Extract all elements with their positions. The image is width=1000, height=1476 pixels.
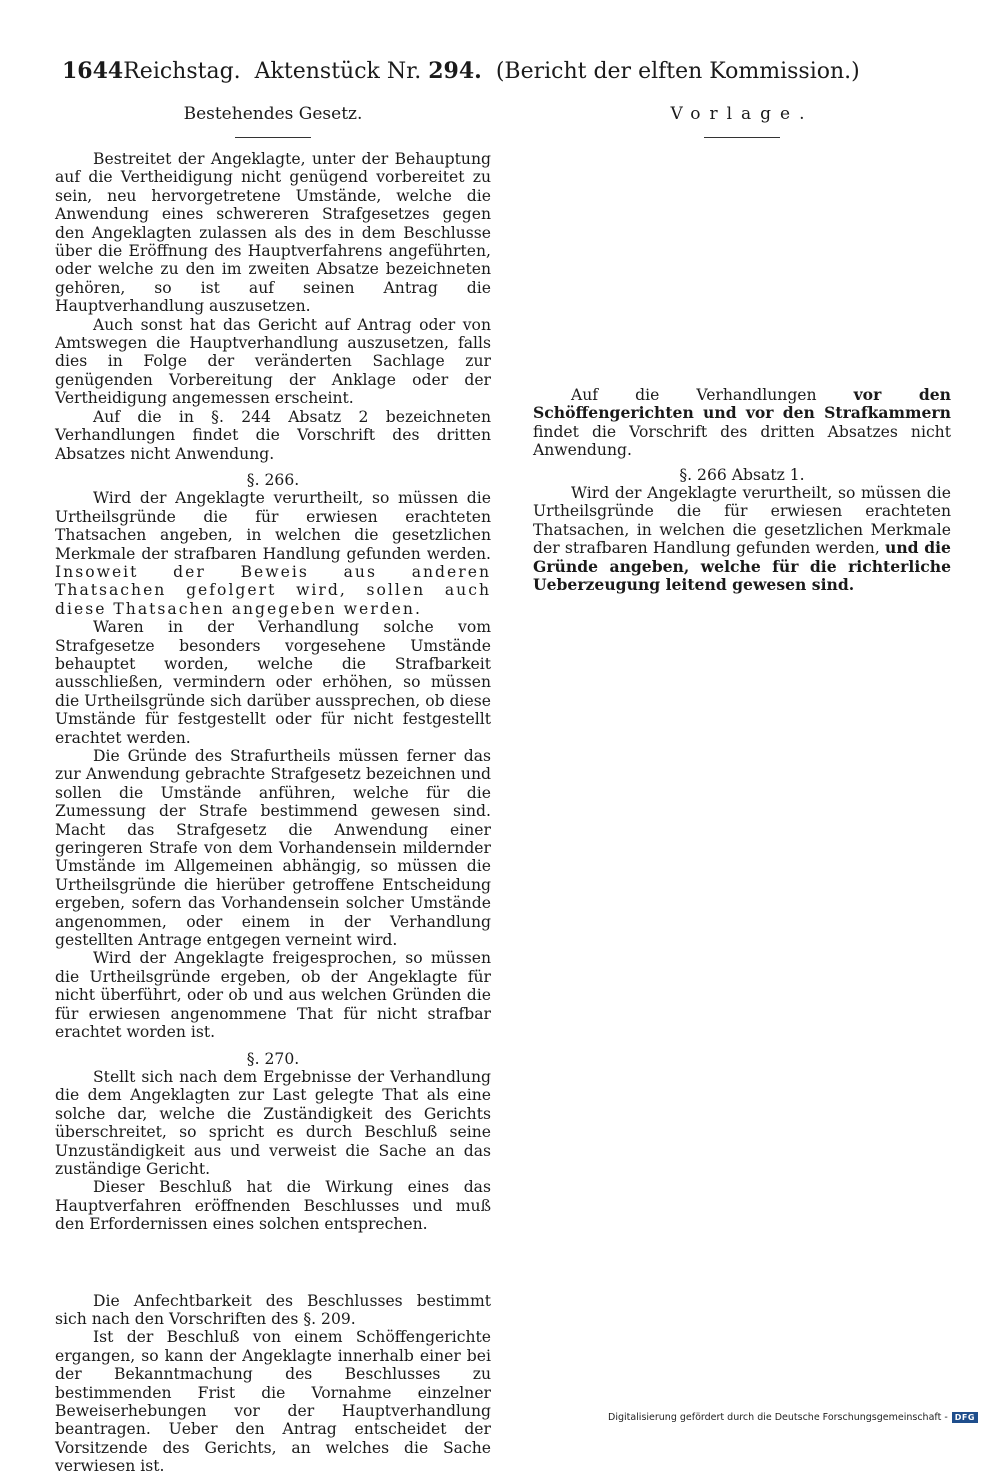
- paragraph: Die Anfechtbarkeit des Beschlusses bestimmt sich nach den Vorschriften des §. 209.: [55, 1291, 491, 1328]
- paragraph: Dieser Beschluß hat die Wirkung eines das Hauptverfahren eröffnenden Beschlusses und muß den Erfordernissen eines solchen entsprechen.: [55, 1178, 491, 1234]
- paragraph: Auf die Verhandlungen vor den Schöffengerichten und vor den Strafkammern findet die Vorschrift des dritten Absatzes nicht Anwendung.: [533, 385, 951, 460]
- paragraph: Stellt sich nach dem Ergebnisse der Verhandlung die dem Angeklagten zur Last gelegte That als eine solche dar, welche die Zuständigkeit des Gerichts überschreitet, so spricht es durch Beschluß seine Unzuständigkeit aus und verweist die Sache an das zuständige Gericht.: [55, 1067, 491, 1178]
- right-column-proposal: [533, 103, 951, 594]
- paragraph: Waren in der Verhandlung solche vom Strafgesetze besonders vorgesehene Umstände behauptet worden, welche die Strafbarkeit ausschließen, vermindern oder erhöhen, so müssen die Urtheilsgründe sich darüber aussprechen, ob diese Umstände für festgestellt oder für nicht festgestellt erachtet werden.: [55, 618, 491, 747]
- section-heading-266-absatz-1: §. 266 Absatz 1.: [679, 465, 805, 484]
- left-column-existing-law: [55, 103, 491, 1476]
- dfg-logo-icon: DFG: [952, 1412, 978, 1423]
- column-heading-existing-law: Bestehendes Gesetz.: [183, 104, 363, 124]
- paragraph: Wird der Angeklagte verurtheilt, so müssen die Urtheilsgründe die für erwiesen erachteten Thatsachen, in welchen die gesetzlichen Merkmale der strafbaren Handlung gefunden werden, und die Gründe angeben, welche für die richterliche Ueberzeugung leitend gewesen sind.: [533, 484, 951, 595]
- section-heading-266: §. 266.: [246, 470, 300, 489]
- paragraph: Auch sonst hat das Gericht auf Antrag oder von Amtswegen die Hauptverhandlung auszusetzen, falls dies in Folge der veränderten Sachlage zur genügenden Vorbereitung der Anklage oder der Vertheidigung angemessen erscheint.: [55, 315, 491, 408]
- paragraph: Bestreitet der Angeklagte, unter der Behauptung auf die Vertheidigung nicht genügend vorbereitet zu sein, neu hervorgetretene Umstände, welche die Anwendung eines schwereren Strafgesetzes gegen den Angeklagten zulassen als des in dem Beschlusse über die Eröffnung des Hauptverfahrens angeführten, oder welche zu den im zweiten Absatze bezeichneten gehören, so ist auf seinen Antrag die Hauptverhandlung auszusetzen.: [55, 150, 491, 316]
- page-header: [62, 48, 860, 84]
- digitization-credit: [608, 1412, 988, 1423]
- paragraph: Wird der Angeklagte freigesprochen, so müssen die Urtheilsgründe ergeben, ob der Angeklagte für nicht überführt, oder ob und aus welchen Gründen die für erwiesen angenommene That für nicht strafbar erachtet worden ist.: [55, 949, 491, 1042]
- section-heading-270: §. 270.: [246, 1049, 300, 1068]
- column-heading-proposal: Vorlage.: [670, 104, 814, 124]
- page-number: 1644: [62, 58, 124, 84]
- paragraph: Ist der Beschluß von einem Schöffengerichte ergangen, so kann der Angeklagte innerhalb einer bei der Bekanntmachung des Beschlusses zu bestimmenden Frist die Vornahme einzelner Beweiserhebungen vor der Hauptverhandlung beantragen. Ueber den Antrag entscheidet der Vorsitzende des Gerichts, an welches die Sache verwiesen ist.: [55, 1328, 491, 1476]
- paragraph: Die Gründe des Strafurtheils müssen ferner das zur Anwendung gebrachte Strafgesetz bezeichnen und sollen die Umstände anführen, welche für die Zumessung der Strafe bestimmend gewesen sind. Macht das Strafgesetz die Anwendung einer geringeren Strafe von dem Vorhandensein mildernder Umstände im Allgemeinen abhängig, so müssen die Urtheilsgründe die hierüber getroffene Entscheidung ergeben, sofern das Vorhandensein solcher Umstände angenommen, oder einem in der Verhandlung gestellten Antrage entgegen verneint wird.: [55, 747, 491, 950]
- paragraph: Auf die in §. 244 Absatz 2 bezeichneten Verhandlungen findet die Vorschrift des dritten Absatzes nicht Anwendung.: [55, 407, 491, 463]
- running-title: Reichstag. Aktenstück Nr. 294. (Bericht der elften Kommission.): [123, 58, 860, 84]
- credit-text: Digitalisierung gefördert durch die Deutsche Forschungsgemeinschaft -: [608, 1412, 948, 1423]
- paragraph: Wird der Angeklagte verurtheilt, so müssen die Urtheilsgründe die für erwiesen erachteten Thatsachen angeben, in welchen die gesetzlichen Merkmale der strafbaren Handlung gefunden werden. Insoweit der Beweis aus anderen Thatsachen gefolgert wird, sollen auch diese Thatsachen angegeben werden.: [55, 489, 491, 618]
